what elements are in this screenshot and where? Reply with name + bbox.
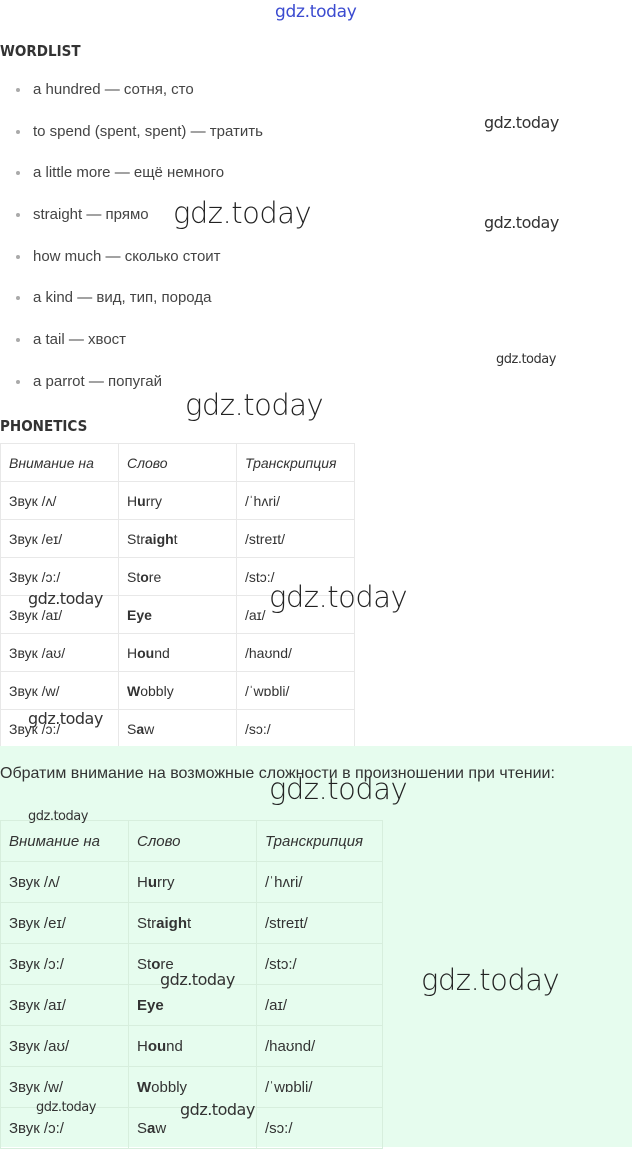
transcription-cell: /stɔ:/ — [237, 558, 355, 596]
transcription-cell: /ˈwɒbli/ — [237, 672, 355, 710]
list-item: straight — прямо — [0, 205, 263, 247]
table-row — [1, 482, 355, 520]
watermark: gdz.today — [484, 113, 559, 132]
column-header: Внимание на — [1, 444, 119, 482]
table-row — [1, 672, 355, 710]
table-row — [1, 1026, 383, 1067]
site-logo[interactable]: gdz.today — [275, 2, 357, 22]
table-row — [1, 903, 383, 944]
column-header: Слово — [129, 821, 257, 862]
word-cell: Hurry — [119, 482, 237, 520]
watermark: gdz.today — [36, 1100, 96, 1115]
word-cell: Wobbly — [119, 672, 237, 710]
word-cell: Eye — [129, 985, 257, 1026]
table-row — [1, 862, 383, 903]
list-item: a kind — вид, тип, порода — [0, 288, 263, 330]
column-header: Слово — [119, 444, 237, 482]
sound-cell: Звук /ɔ:/ — [1, 1108, 129, 1149]
word-cell: Wobbly — [129, 1067, 257, 1108]
bullet-icon — [16, 255, 20, 259]
transcription-cell: /ˈhʌri/ — [257, 862, 383, 903]
sound-cell: Звук /aʊ/ — [1, 1026, 129, 1067]
column-header: Транскрипция — [237, 444, 355, 482]
transcription-cell: /streɪt/ — [257, 903, 383, 944]
sound-cell: Звук /ɔ:/ — [1, 944, 129, 985]
table-header-row — [1, 821, 383, 862]
sound-cell: Звук /w/ — [1, 1067, 129, 1108]
table-row — [1, 634, 355, 672]
bullet-icon — [16, 130, 20, 134]
bullet-icon — [16, 88, 20, 92]
sound-cell: Звук /w/ — [1, 672, 119, 710]
sound-cell: Звук /aɪ/ — [1, 985, 129, 1026]
watermark: gdz.today — [28, 809, 88, 824]
table-header-row — [1, 444, 355, 482]
watermark: gdz.today — [28, 589, 103, 608]
sound-cell: Звук /eɪ/ — [1, 903, 129, 944]
sound-cell: Звук /ɔ:/ — [1, 710, 119, 748]
transcription-cell: /sɔ:/ — [237, 710, 355, 748]
word-cell: Hurry — [129, 862, 257, 903]
bullet-icon — [16, 338, 20, 342]
sound-cell: Звук /ʌ/ — [1, 862, 129, 903]
table-row — [1, 520, 355, 558]
watermark: gdz.today — [28, 709, 103, 728]
transcription-cell: /ˈhʌri/ — [237, 482, 355, 520]
watermark: gdz.today — [180, 1100, 255, 1119]
watermark: gdz.today — [496, 352, 556, 367]
sound-cell: Звук /ɔ:/ — [1, 558, 119, 596]
list-item: a parrot — попугай — [0, 372, 263, 414]
word-cell: Store — [119, 558, 237, 596]
watermark: gdz.today — [160, 970, 235, 989]
watermark: gdz.today — [173, 196, 312, 230]
wordlist-heading: WORDLIST — [0, 42, 81, 60]
column-header: Внимание на — [1, 821, 129, 862]
phonetics-heading: PHONETICS — [0, 417, 88, 435]
transcription-cell: /haʊnd/ — [237, 634, 355, 672]
list-item: a little more — ещё немного — [0, 163, 263, 205]
wordlist — [0, 80, 263, 414]
transcription-cell: /stɔ:/ — [257, 944, 383, 985]
transcription-cell: /aɪ/ — [237, 596, 355, 634]
bullet-icon — [16, 171, 20, 175]
transcription-cell: /aɪ/ — [257, 985, 383, 1026]
answer-note: Обратим внимание на возможные сложности в произношении при чтении: — [0, 765, 555, 782]
word-cell: Eye — [119, 596, 237, 634]
list-item: a hundred — сотня, сто — [0, 80, 263, 122]
word-cell: Saw — [129, 1108, 257, 1149]
watermark: gdz.today — [185, 388, 324, 422]
bullet-icon — [16, 380, 20, 384]
word-cell: Hound — [119, 634, 237, 672]
watermark: gdz.today — [484, 213, 559, 232]
transcription-cell: /haʊnd/ — [257, 1026, 383, 1067]
bullet-icon — [16, 213, 20, 217]
sound-cell: Звук /ʌ/ — [1, 482, 119, 520]
word-cell: Store — [129, 944, 257, 985]
transcription-cell: /streɪt/ — [237, 520, 355, 558]
transcription-cell: /ˈwɒbli/ — [257, 1067, 383, 1108]
watermark: gdz.today — [421, 963, 560, 997]
watermark: gdz.today — [269, 580, 408, 614]
word-cell: Saw — [119, 710, 237, 748]
watermark: gdz.today — [269, 772, 408, 806]
table-row — [1, 985, 383, 1026]
list-item: to spend (spent, spent) — тратить — [0, 122, 263, 164]
word-cell: Straight — [119, 520, 237, 558]
bullet-icon — [16, 296, 20, 300]
column-header: Транскрипция — [257, 821, 383, 862]
word-cell: Straight — [129, 903, 257, 944]
transcription-cell: /sɔ:/ — [257, 1108, 383, 1149]
sound-cell: Звук /aʊ/ — [1, 634, 119, 672]
list-item: a tail — хвост — [0, 330, 263, 372]
sound-cell: Звук /aɪ/ — [1, 596, 119, 634]
list-item: how much — сколько стоит — [0, 247, 263, 289]
sound-cell: Звук /eɪ/ — [1, 520, 119, 558]
word-cell: Hound — [129, 1026, 257, 1067]
